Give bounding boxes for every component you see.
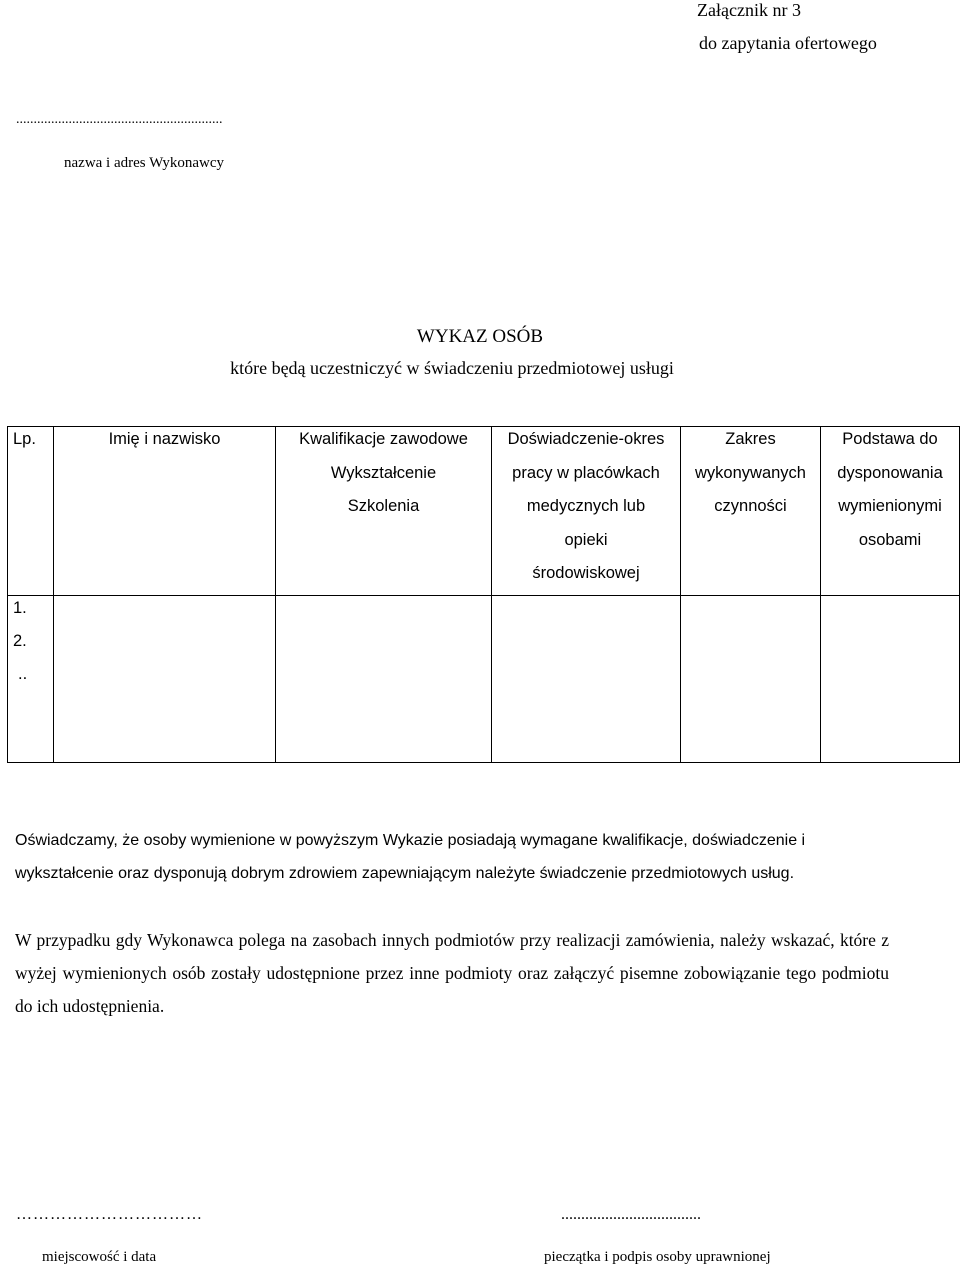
header-lp-label: Lp. (13, 430, 36, 448)
header-line: środowiskowej (532, 564, 640, 582)
row-number: .. (18, 664, 28, 683)
header-line: wymienionymi (838, 497, 942, 515)
body-scope-cell[interactable] (681, 595, 821, 762)
statement-third-party-resources: W przypadku gdy Wykonawca polega na zasobach innych podmiotów przy realizacji zamówienia, należy wskazać, które z wyżej wymienionych osób zostały udostępnione przez inne podmioty oraz załączyć pisemne zobowiązanie tego podmiotu do ich udostępnienia. (15, 930, 889, 1016)
header-line: Zakres (725, 430, 776, 448)
document-title: WYKAZ OSÓB (416, 326, 544, 347)
row-number: 2. (13, 631, 27, 650)
table-body-row (8, 595, 960, 762)
body-name-cell[interactable] (54, 595, 276, 762)
signature-dots: ................................... (561, 1206, 701, 1223)
document-subtitle: które będą uczestniczyć w świadczeniu przedmiotowej usługi (230, 358, 674, 378)
header-line: czynności (714, 497, 787, 515)
header-line: wykonywanych (695, 463, 806, 482)
header-qualifications (276, 427, 492, 596)
attachment-reference: do zapytania ofertowego (699, 33, 877, 53)
header-line: opieki (564, 530, 608, 549)
header-line: Wykształcenie (330, 463, 437, 482)
header-lp (8, 427, 54, 596)
header-name (54, 427, 276, 596)
contractor-name-placeholder-dots: ........................................................... (16, 112, 223, 127)
table-header-row (8, 427, 960, 596)
header-basis (821, 427, 960, 596)
header-line: pracy w placówkach (512, 463, 660, 482)
header-line: Szkolenia (347, 497, 420, 515)
persons-table (7, 426, 960, 763)
row-number: 1. (13, 598, 27, 617)
statement-qualifications: Oświadczamy, że osoby wymienione w powyższym Wykazie posiadają wymagane kwalifikacje, doświadczenie i wykształcenie oraz dysponują dobrym zdrowiem zapewniającym należyte świadczenie przedmiotowych usług. (15, 832, 806, 882)
place-date-label: miejscowość i data (42, 1249, 157, 1265)
header-line: Doświadczenie-okres (507, 430, 665, 448)
header-experience (492, 427, 681, 596)
header-scope (681, 427, 821, 596)
header-line: Kwalifikacje zawodowe (299, 430, 468, 448)
body-qualifications-cell[interactable] (276, 595, 492, 762)
body-basis-cell[interactable] (821, 595, 960, 762)
header-line: medycznych lub (526, 497, 646, 515)
place-date-dots: …………………………… (16, 1206, 203, 1223)
stamp-signature-label: pieczątka i podpis osoby uprawnionej (544, 1249, 771, 1265)
header-line: dysponowania (837, 463, 943, 482)
attachment-number: Załącznik nr 3 (697, 0, 801, 20)
contractor-name-label: nazwa i adres Wykonawcy (64, 155, 225, 171)
header-line: Imię i nazwisko (108, 430, 221, 448)
body-experience-cell[interactable] (492, 595, 681, 762)
header-line: osobami (858, 530, 922, 549)
body-lp-cell (8, 595, 54, 762)
header-line: Podstawa do (842, 430, 938, 448)
